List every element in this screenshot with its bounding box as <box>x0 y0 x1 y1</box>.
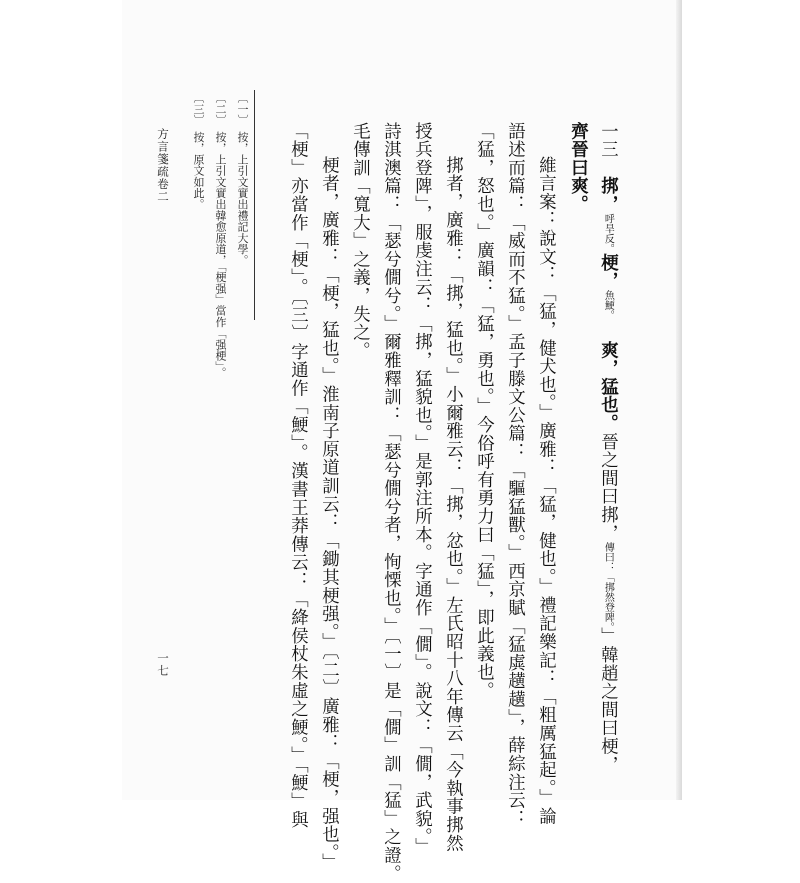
text-segment: 一三 <box>597 122 618 177</box>
text-segment: 齊晉曰爽。 <box>567 122 588 214</box>
text-segment: 語述而篇：「威而不猛。」孟子滕文公篇：「驅猛獸。」西京賦「猛虡趪趪」，薛綜注云： <box>504 122 525 828</box>
text-segment: 「猛，怒也。」廣韻：「猛，勇也。」今俗呼有勇力曰「猛」，即此義也。 <box>473 122 494 700</box>
text-segment: 」韓趙之間曰梗， <box>597 627 618 774</box>
page-number: 一七 <box>156 652 170 677</box>
running-title: 方言箋疏卷二 <box>156 128 170 203</box>
footnote-separator <box>254 90 255 320</box>
text-line-9 <box>349 122 370 360</box>
text-line-3 <box>535 156 556 826</box>
footnote-1: 〔一〕 按，上引文實出禮記大學。 <box>236 92 249 266</box>
text-line-2 <box>567 122 588 214</box>
text-line-7 <box>411 122 432 856</box>
text-segment: 授兵登陴」，服虔注云：「挷，猛貌也。」是郭注所本。字通作「僩」。說文：「僩，武貌。」 <box>411 122 432 856</box>
footnote-2: 〔二〕 按，上引文實出韓愈原道，「梗强」當作「强梗」。 <box>214 92 227 378</box>
text-segment: 詩淇澳篇：「瑟兮僩兮。」爾雅釋訓：「瑟兮僩兮者，恂慄也。」〔一〕是「僩」訓「猛」之證。 <box>380 122 401 883</box>
text-segment: 維言案：說文：「猛，健犬也。」廣雅：「猛，健也。」禮記樂記：「粗厲猛起。」論 <box>535 156 556 826</box>
text-segment: 毛傳訓「寬大」之義，失之。 <box>349 122 370 360</box>
text-segment: 挷， <box>597 176 618 214</box>
text-line-8 <box>380 122 401 883</box>
footnote-3: 〔三〕 按，原文如此。 <box>192 92 205 210</box>
text-segment: 魚鯁。 <box>602 290 614 321</box>
text-segment: 傳曰：「挷然登陴。 <box>602 542 614 628</box>
text-segment: 呼旱反。 <box>602 213 614 254</box>
text-line-6 <box>442 156 463 853</box>
text-line-10 <box>318 156 339 872</box>
text-segment: 梗者，廣雅：「梗，猛也。」淮南子原道訓云：「鋤其梗强。」〔二〕廣雅：「梗，强也。」 <box>318 156 339 872</box>
text-segment: 爽，猛也。 <box>597 320 618 433</box>
text-line-4 <box>504 122 525 828</box>
book-spine-shadow <box>676 0 682 800</box>
text-segment: 挷者，廣雅：「挷，猛也。」小爾雅云：「挷，忿也。」左氏昭十八年傳云「今執事挷然 <box>442 156 463 853</box>
text-line-1 <box>597 122 618 774</box>
text-segment: 晉之間曰挷， <box>597 432 618 543</box>
text-line-11 <box>287 122 308 829</box>
text-segment: 「梗」亦當作「梗」。〔三〕字通作「鯁」。漢書王莽傳云：「絳侯杖朱虛之鯁。」「鯁」與 <box>287 122 308 829</box>
text-line-5 <box>473 122 494 700</box>
text-segment: 梗， <box>597 253 618 291</box>
